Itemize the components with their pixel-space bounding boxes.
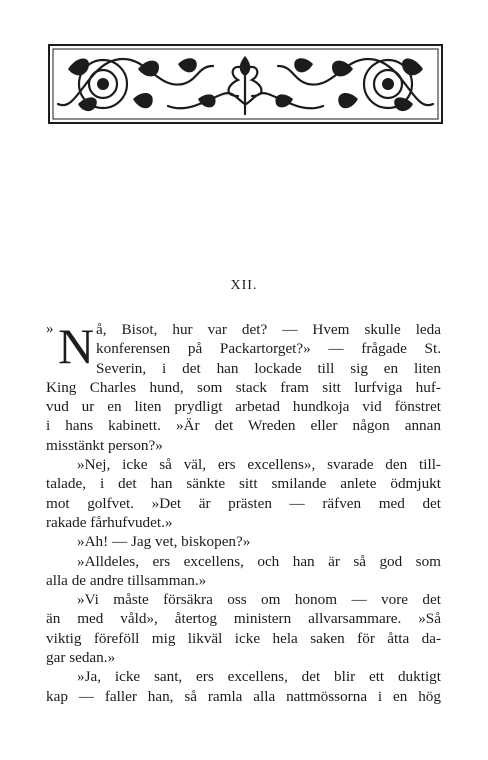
text-line: »Vi måste försäkra oss om honom — vore det: [77, 591, 441, 609]
decorative-headpiece: [48, 44, 443, 124]
chapter-heading: XII.: [230, 278, 258, 293]
text-line: alla de andre tillsamman.»: [46, 571, 207, 589]
drop-cap: N: [58, 318, 95, 374]
text-line: Severin, i det han lockade till sig en liten: [96, 359, 441, 377]
text-line: viktig föreföll mig likväl icke hela saken för åtta da-: [46, 629, 441, 647]
body-text: [46, 320, 441, 706]
text-line: misstänkt person?»: [46, 436, 163, 454]
text-line: än med våld», återtog ministern allvarsammare. »Så: [46, 610, 441, 628]
text-line: »Ja, icke sant, ers excellens, det blir ett duktigt: [77, 668, 441, 686]
text-line: konferensen på Packartorget?» — frågade St.: [96, 340, 441, 358]
text-line: rakade fårhufvudet.»: [46, 513, 173, 531]
opening-quote: »: [46, 321, 54, 337]
text-line: »Nej, icke så väl, ers excellens», svarade den till-: [77, 456, 441, 474]
text-line: gar sedan.»: [46, 649, 116, 667]
text-line: »Ah! — Jag vet, biskopen?»: [77, 533, 251, 551]
text-line: »Alldeles, ers excellens, och han är så god som: [77, 552, 441, 570]
text-line: i hans kabinett. »Är det Wreden eller någon annan: [46, 417, 441, 435]
text-line: mot golfvet. »Det är prästen — räfven med det: [46, 494, 441, 512]
text-line: kap — faller han, så ramla alla nattmössorna i en hög: [46, 687, 441, 705]
text-line: King Charles hund, som stack fram sitt lurfviga huf-: [46, 378, 441, 396]
text-line: å, Bisot, hur var det? — Hvem skulle leda: [96, 321, 441, 338]
text-line: vud ur en liten prydligt arbetad hundkoja vid fönstret: [46, 398, 441, 416]
text-line: talade, i det han sänkte sitt smilande anlete ödmjukt: [46, 475, 441, 493]
